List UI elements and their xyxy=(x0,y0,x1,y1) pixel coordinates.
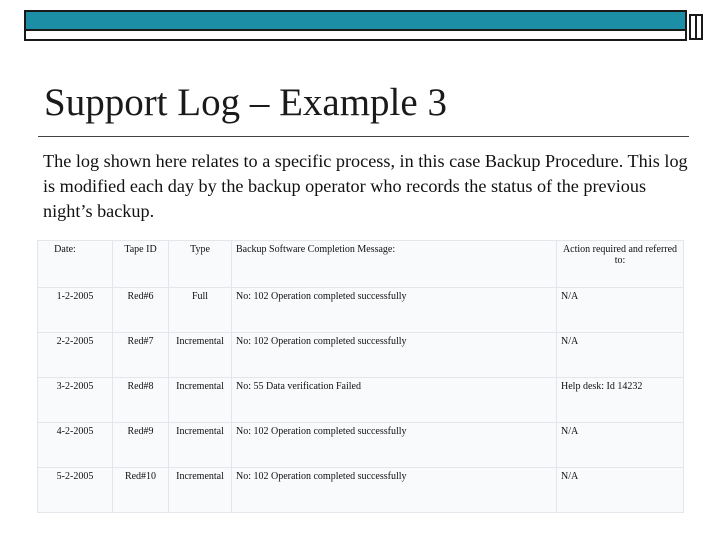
table-header-row xyxy=(38,241,684,288)
cell-type: Incremental xyxy=(169,378,232,423)
cell-tape-id: Red#10 xyxy=(113,468,169,513)
header-completion-message: Backup Software Completion Message: xyxy=(232,241,557,288)
cell-action: N/A xyxy=(557,468,684,513)
cell-tape-id: Red#8 xyxy=(113,378,169,423)
table-row xyxy=(38,333,684,378)
header-accent-stripe xyxy=(26,12,685,31)
slide-body-text: The log shown here relates to a specific process, in this case Backup Procedure. This log is modified each day by the backup operator who records the status of the previous night’s backup. xyxy=(43,151,688,221)
cell-action: N/A xyxy=(557,288,684,333)
table-row xyxy=(38,378,684,423)
cell-date: 4-2-2005 xyxy=(38,423,113,468)
table-row xyxy=(38,288,684,333)
table-row xyxy=(38,423,684,468)
header-action-required: Action required and referred to: xyxy=(557,241,684,288)
cell-date: 2-2-2005 xyxy=(38,333,113,378)
cell-type: Full xyxy=(169,288,232,333)
cell-action: Help desk: Id 14232 xyxy=(557,378,684,423)
header-tape-id: Tape ID xyxy=(113,241,169,288)
cell-tape-id: Red#7 xyxy=(113,333,169,378)
cell-tape-id: Red#9 xyxy=(113,423,169,468)
cell-tape-id: Red#6 xyxy=(113,288,169,333)
cell-action: N/A xyxy=(557,423,684,468)
header-type: Type xyxy=(169,241,232,288)
title-divider xyxy=(38,136,689,137)
header-bar xyxy=(24,10,687,41)
cell-message: No: 102 Operation completed successfully xyxy=(232,468,557,513)
header-date: Date: xyxy=(38,241,113,288)
support-log-table xyxy=(37,240,684,513)
cell-date: 3-2-2005 xyxy=(38,378,113,423)
slide-title: Support Log – Example 3 xyxy=(44,81,447,124)
cell-type: Incremental xyxy=(169,468,232,513)
cell-type: Incremental xyxy=(169,333,232,378)
cell-message: No: 102 Operation completed successfully xyxy=(232,288,557,333)
corner-decoration xyxy=(689,14,703,40)
cell-message: No: 102 Operation completed successfully xyxy=(232,333,557,378)
cell-type: Incremental xyxy=(169,423,232,468)
table-row xyxy=(38,468,684,513)
cell-date: 5-2-2005 xyxy=(38,468,113,513)
cell-message: No: 55 Data verification Failed xyxy=(232,378,557,423)
cell-date: 1-2-2005 xyxy=(38,288,113,333)
cell-message: No: 102 Operation completed successfully xyxy=(232,423,557,468)
cell-action: N/A xyxy=(557,333,684,378)
